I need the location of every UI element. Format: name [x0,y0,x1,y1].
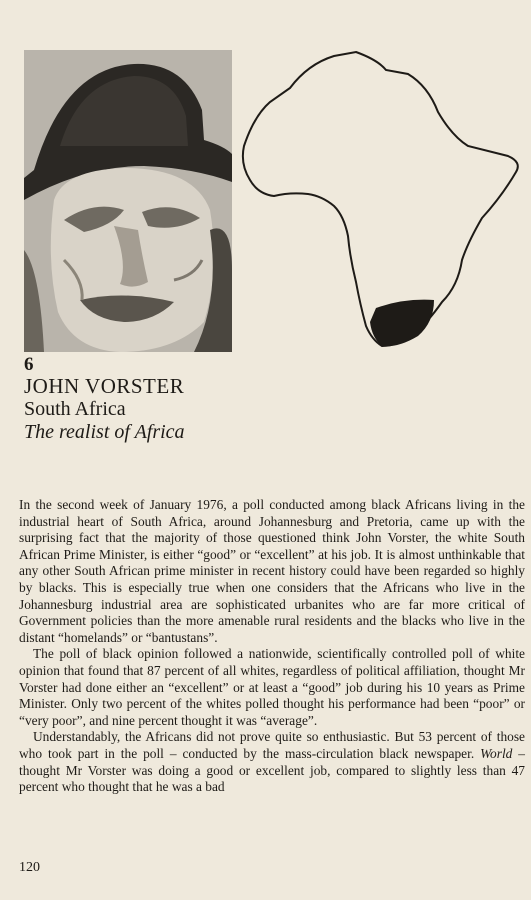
paragraph [19,646,525,729]
entry-tagline: The realist of Africa [24,421,185,443]
entry-country: South Africa [24,398,126,420]
paragraph-text: In the second week of January 1976, a poll conducted among black Africans living in the industrial heart of South Africa, around Johannesburg and Pretoria, came up with the surprising fact that the majority of those questioned think John Vorster, the white South African Prime Minister, is either “good” or “excellent” at his job. It is almost unthinkable that any other South African prime minister in recent history could have been regarded so highly by blacks. This is especially true when one considers that the Africans who live in the Johannesburg industrial area are sophisticated urbanites who are far more critical of Government policies than the more amenable rural residents and the blacks who live in the distant “homelands” or “bantustans”. [19,497,525,645]
entry-name: JOHN VORSTER [24,374,185,398]
paragraph-text: The poll of black opinion followed a nationwide, scientifically controlled poll of white opinion that found that 87 percent of all whites, regardless of political affiliation, thought Mr Vorster had done either an “excellent” or at least a “good” job during his 10 years as Prime Minister. Only two percent of the whites polled thought his performance had been “poor” or “very poor”, and nine percent thought it was “average”. [19,646,525,728]
paragraph [19,497,525,646]
entry-number: 6 [24,354,34,375]
paragraph-text: – thought Mr Vorster was doing a good or excellent job, compared to slightly less than 47 percent who thought that he was a bad [19,745,525,795]
page-number: 120 [19,860,40,875]
portrait-photo [24,50,232,352]
newspaper-title: World [480,745,513,761]
paragraph-text: Understandably, the Africans did not prove quite so enthusiastic. But 53 percent of those who took part in the poll – conducted by the mass-circulation black newspaper. [19,729,525,761]
africa-map [238,46,523,354]
body-text [19,497,525,796]
paragraph [19,729,525,795]
